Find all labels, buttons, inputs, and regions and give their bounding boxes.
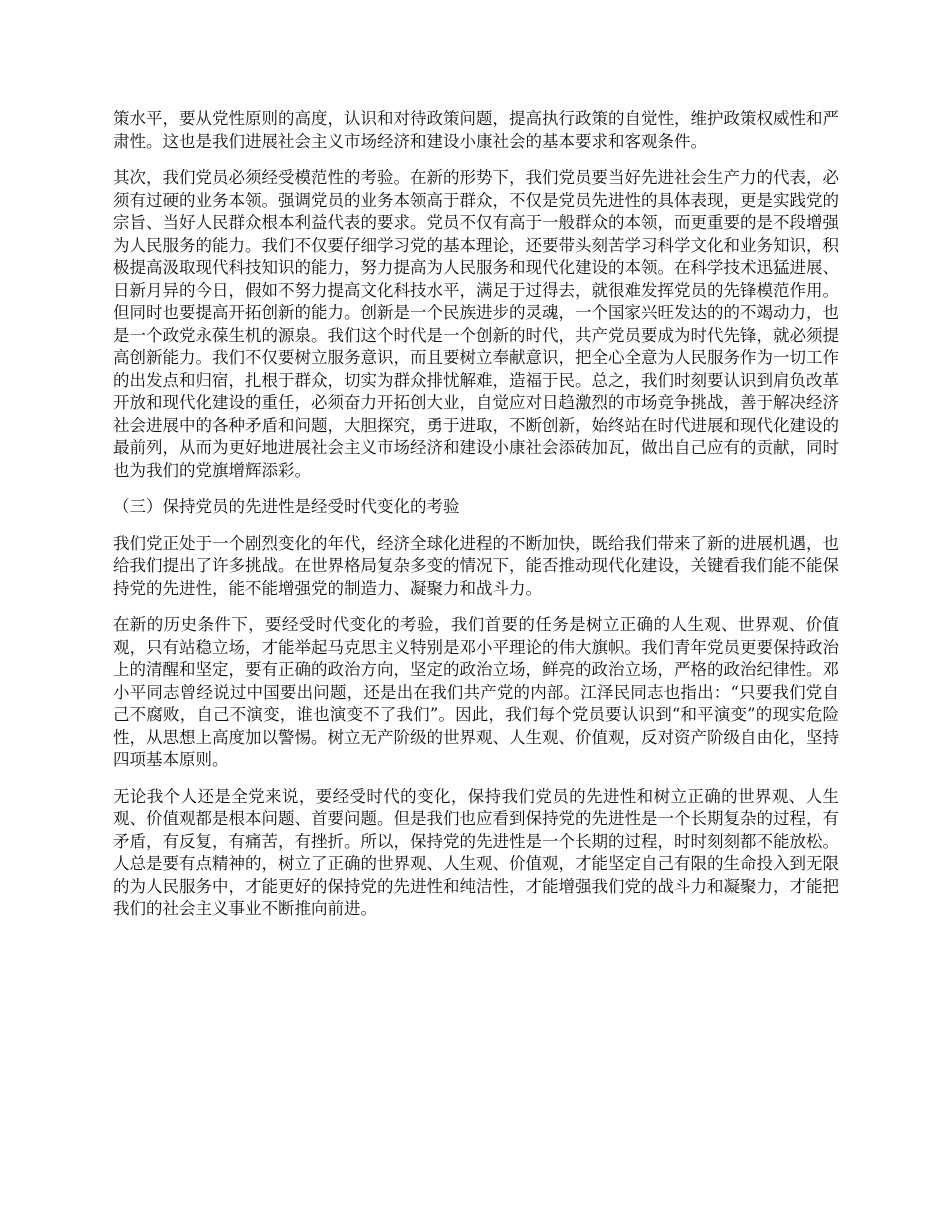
document-page xyxy=(113,108,839,935)
paragraph-exemplary-test: 其次，我们党员必须经受模范性的考验。在新的形势下，我们党员要当好先进社会生产力的代表，必须有过硬的业务本领。强调党员的业务本领高于群众，不仅是党员先进性的具体表现，更是实践党的宗旨、当好人民群众根本利益代表的要求。党员不仅有高于一般群众的本领，而更重要的是不段增强为人民服务的能力。我们不仅要仔细学习党的基本理论，还要带头刻苦学习科学文化和业务知识，积极提高汲取现代科技知识的能力，努力提高为人民服务和现代化建设的本领。在科学技术迅猛进展、日新月异的今日，假如不努力提高文化科技水平，满足于过得去，就很难发挥党员的先锋模范作用。但同时也要提高开拓创新的能力。创新是一个民族进步的灵魂，一个国家兴旺发达的的不竭动力，也是一个政党永葆生机的源泉。我们这个时代是一个创新的时代，共产党员要成为时代先锋，就必须提高创新能力。我们不仅要树立服务意识，而且要树立奉献意识，把全心全意为人民服务作为一切工作的出发点和归宿，扎根于群众，切实为群众排忧解难，造福于民。总之，我们时刻要认识到肩负改革开放和现代化建设的重任，必须奋力开拓创大业，自觉应对日趋激烈的市场竞争挑战，善于解决经济社会进展中的各种矛盾和问题，大胆探究，勇于进取，不断创新，始终站在时代进展和现代化建设的最前列，从而为更好地进展社会主义市场经济和建设小康社会添砖加瓦，做出自己应有的贡献，同时也为我们的党旗增辉添彩。 xyxy=(113,168,839,480)
paragraph-era-changes: 我们党正处于一个剧烈变化的年代，经济全球化进程的不断加快，既给我们带来了新的进展机遇，也给我们提出了许多挑战。在世界格局复杂多变的情况下，能否推动现代化建设，关键看我们能不能保持党的先进性，能不能增强党的制造力、凝聚力和战斗力。 xyxy=(113,533,839,598)
paragraph-worldview: 在新的历史条件下，要经受时代变化的考验，我们首要的任务是树立正确的人生观、世界观、价值观，只有站稳立场，才能举起马克思主义特别是邓小平理论的伟大旗帜。我们青年党员更要保持政治上的清醒和坚定，要有正确的政治方向，坚定的政治立场，鲜亮的政治立场，严格的政治纪律性。邓小平同志曾经说过中国要出问题，还是出在我们共产党的内部。江泽民同志也指出：“只要我们党自己不腐败，自己不演变，谁也演变不了我们”。因此，我们每个党员要认识到“和平演变”的现实危险性，从思想上高度加以警惕。树立无产阶级的世界观、人生观、价值观，反对资产阶级自由化，坚持四项基本原则。 xyxy=(113,615,839,769)
paragraph-long-term-process: 无论我个人还是全党来说，要经受时代的变化，保持我们党员的先进性和树立正确的世界观、人生观、价值观都是根本问题、首要问题。但是我们也应看到保持党的先进性是一个长期复杂的过程，有矛盾，有反复，有痛苦，有挫折。所以，保持党的先进性是一个长期的过程，时时刻刻都不能放松。人总是要有点精神的，树立了正确的世界观、人生观、价值观，才能坚定自己有限的生命投入到无限的为人民服务中，才能更好的保持党的先进性和纯洁性，才能增强我们党的战斗力和凝聚力，才能把我们的社会主义事业不断推向前进。 xyxy=(113,786,839,918)
section-heading-3: （三）保持党员的先进性是经受时代变化的考验 xyxy=(113,497,460,516)
paragraph-policy-conclusion: 策水平，要从党性原则的高度，认识和对待政策问题，提高执行政策的自觉性，维护政策权威性和严肃性。这也是我们进展社会主义市场经济和建设小康社会的基本要求和客观条件。 xyxy=(113,109,839,151)
